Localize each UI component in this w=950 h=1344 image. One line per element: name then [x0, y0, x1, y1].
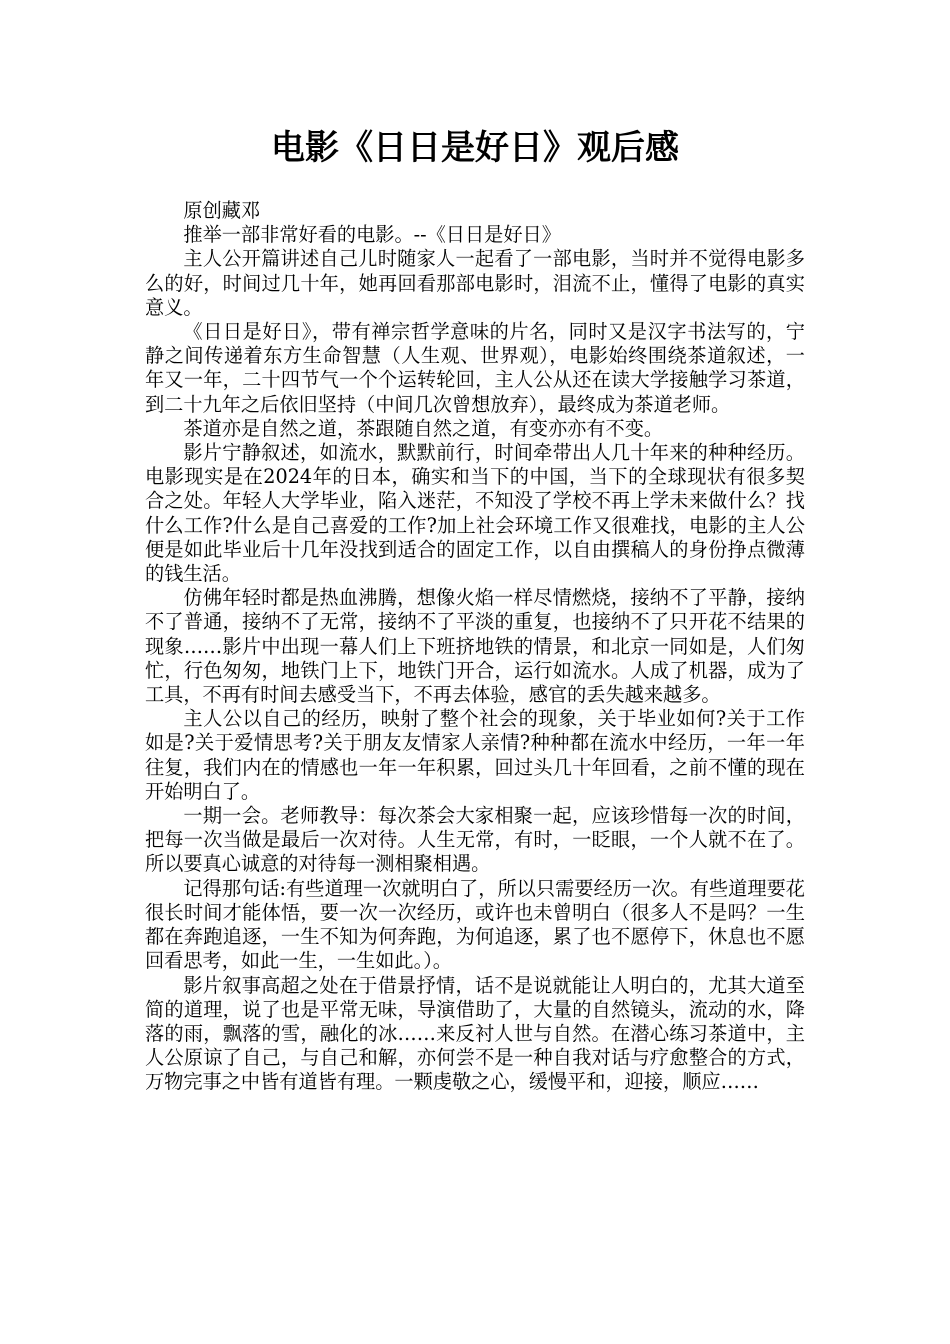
author-line: 原创藏邓	[183, 199, 261, 222]
paragraph-5: 影片宁静叙述，如流水，默默前行，时间牵带出人几十年来的种种经历。电影现实是在2024年的日本，确实和当下的中国，当下的全球现状有很多契合之处。年轻人大学毕业，陷入迷茫，不知没了学校不再上学未来做什么？找什么工作?什么是自己喜爱的工作?加上社会环境工作又很难找，电影的主人公便是如此毕业后十几年没找到适合的固定工作，以自由撰稿人的身份挣点微薄的钱生活。	[145, 441, 805, 586]
paragraph-6: 仿佛年轻时都是热血沸腾，想像火焰一样尽情燃烧，接纳不了平静，接纳不了普通，接纳不了无常，接纳不了平淡的重复，也接纳不了只开花不结果的现象……影片中出现一幕人们上下班挤地铁的情景，和北京一同如是，人们匆忙，行色匆匆，地铁门上下，地铁门开合，运行如流水。人成了机器，成为了工具，不再有时间去感受当下，不再去体验，感官的丢失越来越多。	[145, 586, 805, 707]
paragraph-8: 一期一会。老师教导：每次茶会大家相聚一起，应该珍惜每一次的时间，把每一次当做是最后一次对待。人生无常，有时，一眨眼，一个人就不在了。所以要真心诚意的对待每一测相聚相遇。	[145, 804, 805, 876]
document-body	[145, 199, 805, 1095]
document-title: 电影《日日是好日》观后感	[271, 128, 679, 168]
paragraph-3: 《日日是好日》，带有禅宗哲学意味的片名，同时又是汉字书法写的，宁静之间传递着东方生命智慧（人生观、世界观），电影始终围绕茶道叙述，一年又一年，二十四节气一个个运转轮回，主人公从还在读大学接触学习茶道，到二十九年之后依旧坚持（中间几次曾想放弃），最终成为茶道老师。	[145, 320, 805, 416]
paragraph-7: 主人公以自己的经历，映射了整个社会的现象，关于毕业如何?关于工作如是?关于爱情思考?关于朋友友情家人亲情?种种都在流水中经历，一年一年往复，我们内在的情感也一年一年积累，回过头几十年回看，之前不懂的现在开始明白了。	[145, 707, 805, 803]
paragraph-1: 推举一部非常好看的电影。--《日日是好日》	[183, 223, 561, 247]
paragraph-2: 主人公开篇讲述自己儿时随家人一起看了一部电影，当时并不觉得电影多么的好，时间过几十年，她再回看那部电影时，泪流不止，懂得了电影的真实意义。	[145, 247, 805, 319]
paragraph-10: 影片叙事高超之处在于借景抒情，话不是说就能让人明白的，尤其大道至简的道理，说了也是平常无味，导演借助了，大量的自然镜头，流动的水，降落的雨，飘落的雪，融化的冰……来反衬人世与自然。在潜心练习茶道中，主人公原谅了自己，与自己和解，亦何尝不是一种自我对话与疗愈整合的方式，万物完事之中皆有道皆有理。一颗虔敬之心，缓慢平和，迎接，顺应……	[145, 973, 805, 1094]
paragraph-9: 记得那句话:有些道理一次就明白了，所以只需要经历一次。有些道理要花很长时间才能体悟，要一次一次经历，或许也未曾明白（很多人不是吗？一生都在奔跑追逐，一生不知为何奔跑，为何追逐，累了也不愿停下，休息也不愿回看思考，如此一生，一生如此。）。	[145, 876, 805, 973]
paragraph-4: 茶道亦是自然之道，茶跟随自然之道，有变亦亦有不变。	[183, 416, 664, 440]
